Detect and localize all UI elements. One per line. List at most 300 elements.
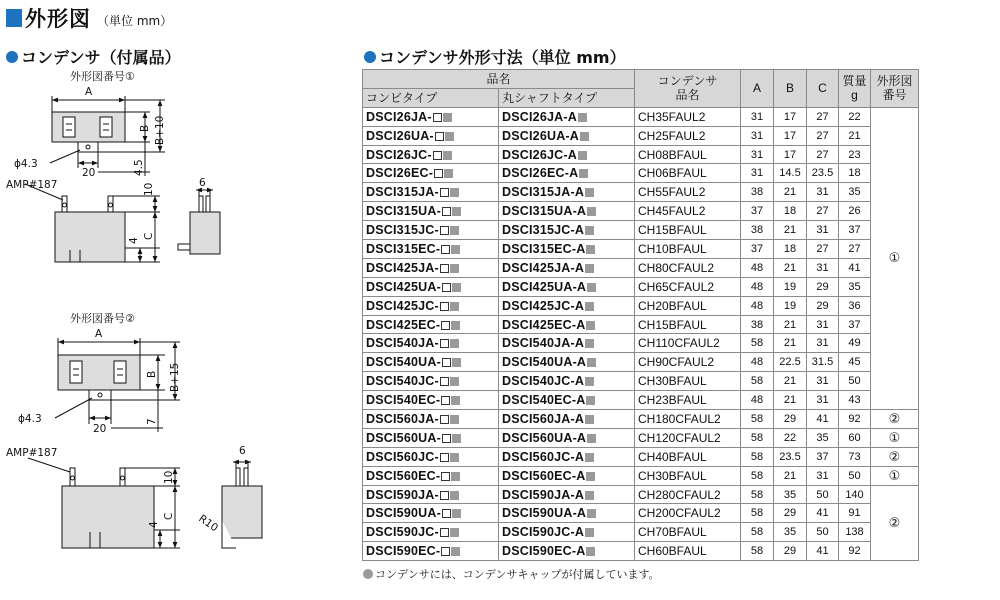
mass-cell: 26 [839, 202, 871, 221]
combo-type-cell [363, 277, 499, 296]
capacitor-section-heading-text: コンデンサ（付属品） [21, 48, 181, 67]
header-fig-line1: 外形図 [876, 74, 913, 89]
blank-square-icon [441, 321, 450, 330]
dim-b-cell: 35 [774, 523, 807, 542]
dim-c-cell: 50 [807, 523, 839, 542]
blank-square-icon [440, 302, 449, 311]
fig1-dim-45: 4.5 [133, 159, 145, 176]
table-row [363, 447, 919, 466]
mass-cell: 37 [839, 221, 871, 240]
blank-square-icon [441, 245, 450, 254]
dim-c-cell: 35 [807, 428, 839, 447]
dim-c-cell: 41 [807, 410, 839, 429]
combo-type-text: DSCI590EC- [366, 544, 441, 559]
dim-c-cell: 31 [807, 391, 839, 410]
capacitor-name-cell: CH30BFAUL [635, 372, 741, 391]
dim-c-cell: 31 [807, 372, 839, 391]
shaft-type-text: DSCI560UA-A [502, 430, 587, 445]
mass-cell: 50 [839, 466, 871, 485]
header-mass-line1: 質量 [842, 74, 867, 89]
dim-a-cell: 58 [741, 334, 774, 353]
shaft-type-text: DSCI425JC-A [502, 298, 585, 313]
fig2-dim-a: A [95, 328, 103, 340]
fig1-dim-b: B [139, 124, 151, 132]
shaft-type-cell [499, 542, 635, 561]
shaft-type-cell [499, 353, 635, 372]
header-fig [871, 70, 919, 108]
combo-type-text: DSCI560JA- [366, 411, 439, 426]
shaft-type-cell [499, 107, 635, 126]
dim-b-cell: 29 [774, 504, 807, 523]
shaft-type-text: DSCI540UA-A [502, 355, 587, 370]
dim-b-cell: 18 [774, 202, 807, 221]
shaft-type-cell [499, 504, 635, 523]
mass-cell: 60 [839, 428, 871, 447]
fig2-front-body [62, 486, 154, 548]
mass-cell: 43 [839, 391, 871, 410]
fig1-dim-b10: B+10 [154, 115, 166, 145]
gray-square-icon [450, 302, 459, 311]
fig-number-cell: ② [871, 447, 919, 466]
dim-a-cell: 31 [741, 164, 774, 183]
mass-cell: 18 [839, 164, 871, 183]
fig1-dim-c: C [143, 232, 155, 240]
dim-c-cell: 37 [807, 447, 839, 466]
gray-square-icon [451, 396, 460, 405]
table-row [363, 315, 919, 334]
shaft-type-text: DSCI560EC-A [502, 468, 586, 483]
fig2-dim-phi: ϕ4.3 [18, 413, 42, 425]
table-row [363, 240, 919, 259]
shaft-type-cell [499, 523, 635, 542]
gray-square-icon [452, 434, 461, 443]
gray-square-icon [585, 491, 594, 500]
combo-type-text: DSCI540JC- [366, 374, 439, 389]
dim-b-cell: 21 [774, 183, 807, 202]
gray-square-icon [450, 377, 459, 386]
gray-square-icon [587, 509, 596, 518]
blank-square-icon [440, 226, 449, 235]
combo-type-cell [363, 391, 499, 410]
dim-a-cell: 48 [741, 258, 774, 277]
shaft-type-cell [499, 315, 635, 334]
shaft-type-cell [499, 296, 635, 315]
mass-cell: 50 [839, 372, 871, 391]
blank-square-icon [442, 283, 451, 292]
table-row [363, 183, 919, 202]
header-product: 品名 [363, 70, 635, 89]
combo-type-text: DSCI26JA- [366, 109, 432, 124]
capacitor-name-cell: CH06BFAUL [635, 164, 741, 183]
combo-type-cell [363, 353, 499, 372]
gray-square-icon [451, 321, 460, 330]
shaft-type-text: DSCI590JC-A [502, 525, 585, 540]
gray-square-icon [450, 226, 459, 235]
table-row [363, 504, 919, 523]
dim-c-cell: 27 [807, 240, 839, 259]
fig1-dim-phi: ϕ4.3 [14, 158, 38, 170]
table-row [363, 485, 919, 504]
combo-type-text: DSCI425EC- [366, 317, 441, 332]
fig-number-cell: ① [871, 466, 919, 485]
dim-b-cell: 17 [774, 145, 807, 164]
gray-square-icon [585, 302, 594, 311]
combo-type-cell [363, 164, 499, 183]
dim-b-cell: 19 [774, 296, 807, 315]
fig2-dim-b: B [146, 370, 158, 378]
combo-type-cell [363, 410, 499, 429]
combo-type-cell [363, 315, 499, 334]
table-row [363, 372, 919, 391]
fig1-dim-4: 4 [128, 237, 140, 244]
dim-a-cell: 58 [741, 372, 774, 391]
shaft-type-text: DSCI315UA-A [502, 204, 587, 219]
header-fig-line2: 番号 [882, 88, 907, 103]
dim-b-cell: 22.5 [774, 353, 807, 372]
combo-type-text: DSCI540UA- [366, 355, 441, 370]
dim-c-cell: 27 [807, 107, 839, 126]
dim-a-cell: 58 [741, 504, 774, 523]
blank-square-icon [441, 396, 450, 405]
dim-a-cell: 58 [741, 466, 774, 485]
blank-square-icon [434, 169, 443, 178]
bullet-icon [364, 51, 376, 63]
combo-type-cell [363, 221, 499, 240]
capacitor-name-cell: CH40BFAUL [635, 447, 741, 466]
dim-a-cell: 37 [741, 202, 774, 221]
gray-square-icon [587, 283, 596, 292]
capacitor-drawings [0, 0, 360, 600]
dim-b-cell: 21 [774, 258, 807, 277]
table-row [363, 126, 919, 145]
blank-square-icon [441, 547, 450, 556]
combo-type-cell [363, 466, 499, 485]
table-row [363, 428, 919, 447]
combo-type-cell [363, 107, 499, 126]
gray-square-icon [452, 207, 461, 216]
shaft-type-cell [499, 202, 635, 221]
combo-type-cell [363, 542, 499, 561]
fig1-dim-6: 6 [199, 177, 206, 189]
combo-type-text: DSCI315UA- [366, 204, 441, 219]
gray-square-icon [586, 321, 595, 330]
shaft-type-text: DSCI540EC-A [502, 393, 586, 408]
combo-type-text: DSCI425UA- [366, 279, 441, 294]
mass-cell: 35 [839, 277, 871, 296]
capacitor-name-cell: CH10BFAUL [635, 240, 741, 259]
dim-b-cell: 21 [774, 391, 807, 410]
gray-square-icon [585, 377, 594, 386]
combo-type-text: DSCI315JA- [366, 185, 439, 200]
shaft-type-text: DSCI26JC-A [502, 147, 577, 162]
dim-b-cell: 21 [774, 221, 807, 240]
dim-c-cell: 29 [807, 277, 839, 296]
combo-type-text: DSCI315EC- [366, 241, 441, 256]
gray-square-icon [579, 169, 588, 178]
shaft-type-text: DSCI425JA-A [502, 260, 585, 275]
gray-square-icon [452, 509, 461, 518]
dim-a-cell: 48 [741, 277, 774, 296]
dim-c-cell: 31.5 [807, 353, 839, 372]
dim-b-cell: 19 [774, 277, 807, 296]
header-mass [839, 70, 871, 108]
fig2-dim-c: C [163, 512, 175, 520]
dim-a-cell: 38 [741, 183, 774, 202]
fig1-dim-amp: AMP#187 [6, 179, 58, 191]
combo-type-text: DSCI26JC- [366, 147, 432, 162]
mass-cell: 49 [839, 334, 871, 353]
gray-square-icon [451, 472, 460, 481]
blank-square-icon [440, 339, 449, 348]
table-row [363, 523, 919, 542]
capacitor-name-cell: CH70BFAUL [635, 523, 741, 542]
header-mass-line2: g [851, 88, 858, 103]
fig-number-cell: ② [871, 410, 919, 429]
blank-square-icon [440, 377, 449, 386]
gray-square-icon [444, 169, 453, 178]
shaft-type-text: DSCI26JA-A [502, 109, 577, 124]
capacitor-name-cell: CH20BFAUL [635, 296, 741, 315]
combo-type-cell [363, 296, 499, 315]
combo-type-cell [363, 485, 499, 504]
dim-c-cell: 23.5 [807, 164, 839, 183]
header-b: B [774, 70, 807, 108]
title-unit: （単位 mm） [97, 13, 173, 28]
table-section-heading-text: コンデンサ外形寸法（単位 mm） [379, 48, 626, 67]
table-row [363, 466, 919, 485]
gray-square-icon [450, 528, 459, 537]
dim-b-cell: 21 [774, 334, 807, 353]
gray-square-icon [450, 339, 459, 348]
combo-type-cell [363, 145, 499, 164]
dim-a-cell: 58 [741, 428, 774, 447]
blank-square-icon [440, 188, 449, 197]
fig2-dim-6: 6 [239, 445, 246, 457]
shaft-type-text: DSCI540JA-A [502, 336, 585, 351]
fig2-dim-4: 4 [148, 521, 160, 528]
mass-cell: 138 [839, 523, 871, 542]
fig-number-group1: ① [871, 107, 919, 409]
table-row [363, 334, 919, 353]
combo-type-cell [363, 523, 499, 542]
combo-type-text: DSCI560JC- [366, 449, 439, 464]
capacitor-name-cell: CH35FAUL2 [635, 107, 741, 126]
mass-cell: 45 [839, 353, 871, 372]
table-section-heading [364, 45, 626, 68]
blank-square-icon [433, 113, 442, 122]
blank-square-icon [442, 207, 451, 216]
combo-type-cell [363, 202, 499, 221]
dim-c-cell: 27 [807, 126, 839, 145]
combo-type-cell [363, 126, 499, 145]
capacitor-name-cell: CH110CFAUL2 [635, 334, 741, 353]
blank-square-icon [433, 151, 442, 160]
capacitor-name-cell: CH200CFAUL2 [635, 504, 741, 523]
mass-cell: 73 [839, 447, 871, 466]
shaft-type-text: DSCI540JC-A [502, 374, 585, 389]
dim-c-cell: 31 [807, 466, 839, 485]
dim-c-cell: 27 [807, 145, 839, 164]
dim-c-cell: 31 [807, 315, 839, 334]
combo-type-text: DSCI540JA- [366, 336, 439, 351]
shaft-type-text: DSCI560JC-A [502, 449, 585, 464]
table-row [363, 221, 919, 240]
fig1-label: 外形図番号① [70, 70, 135, 83]
header-a: A [741, 70, 774, 108]
dim-a-cell: 38 [741, 315, 774, 334]
combo-type-text: DSCI540EC- [366, 393, 441, 408]
gray-square-icon [450, 491, 459, 500]
mass-cell: 35 [839, 183, 871, 202]
shaft-type-cell [499, 183, 635, 202]
shaft-type-text: DSCI315JC-A [502, 223, 585, 238]
shaft-type-cell [499, 126, 635, 145]
dim-a-cell: 48 [741, 353, 774, 372]
dim-a-cell: 58 [741, 485, 774, 504]
gray-square-icon [585, 226, 594, 235]
gray-square-icon [450, 188, 459, 197]
fig1-side-body [190, 212, 220, 254]
shaft-type-cell [499, 428, 635, 447]
combo-type-cell [363, 183, 499, 202]
capacitor-name-cell: CH45FAUL2 [635, 202, 741, 221]
fig2-label: 外形図番号② [70, 312, 135, 325]
fig2-dim-r10: R10 [196, 512, 221, 535]
shaft-type-cell [499, 258, 635, 277]
shaft-type-cell [499, 334, 635, 353]
gray-square-icon [585, 264, 594, 273]
dim-a-cell: 58 [741, 542, 774, 561]
shaft-type-cell [499, 164, 635, 183]
gray-square-icon [585, 188, 594, 197]
gray-square-icon [451, 245, 460, 254]
dim-c-cell: 31 [807, 334, 839, 353]
blank-square-icon [440, 264, 449, 273]
gray-square-icon [586, 547, 595, 556]
table-row [363, 353, 919, 372]
gray-square-icon [452, 283, 461, 292]
combo-type-text: DSCI590UA- [366, 506, 441, 521]
table-row [363, 145, 919, 164]
gray-square-icon [585, 528, 594, 537]
shaft-type-text: DSCI590UA-A [502, 506, 587, 521]
dim-a-cell: 58 [741, 410, 774, 429]
capacitor-name-cell: CH23BFAUL [635, 391, 741, 410]
shaft-type-cell [499, 410, 635, 429]
table-row [363, 391, 919, 410]
title-main: 外形図 [25, 7, 91, 31]
table-row [363, 410, 919, 429]
combo-type-text: DSCI425JA- [366, 260, 439, 275]
dim-c-cell: 41 [807, 542, 839, 561]
dim-b-cell: 35 [774, 485, 807, 504]
shaft-type-text: DSCI590JA-A [502, 487, 585, 502]
dim-c-cell: 27 [807, 202, 839, 221]
capacitor-name-cell: CH280CFAUL2 [635, 485, 741, 504]
shaft-type-cell [499, 240, 635, 259]
footnote [363, 566, 660, 582]
combo-type-cell [363, 447, 499, 466]
capacitor-name-cell: CH80CFAUL2 [635, 258, 741, 277]
dim-a-cell: 48 [741, 296, 774, 315]
fig1-dim-10: 10 [143, 182, 155, 196]
combo-type-text: DSCI560EC- [366, 468, 441, 483]
dim-a-cell: 37 [741, 240, 774, 259]
gray-square-icon [586, 472, 595, 481]
mass-cell: 22 [839, 107, 871, 126]
shaft-type-text: DSCI560JA-A [502, 411, 585, 426]
mass-cell: 21 [839, 126, 871, 145]
gray-square-icon [585, 339, 594, 348]
shaft-type-text: DSCI425EC-A [502, 317, 586, 332]
gray-square-icon [587, 207, 596, 216]
blank-square-icon [441, 472, 450, 481]
combo-type-cell [363, 334, 499, 353]
dim-a-cell: 31 [741, 145, 774, 164]
dim-b-cell: 22 [774, 428, 807, 447]
fig1-dim-a: A [85, 86, 93, 98]
gray-square-icon [451, 547, 460, 556]
capacitor-name-cell: CH15BFAUL [635, 221, 741, 240]
combo-type-text: DSCI26UA- [366, 128, 434, 143]
gray-square-icon [452, 358, 461, 367]
mass-cell: 36 [839, 296, 871, 315]
shaft-type-cell [499, 145, 635, 164]
dim-a-cell: 31 [741, 126, 774, 145]
dim-b-cell: 23.5 [774, 447, 807, 466]
dim-a-cell: 38 [741, 221, 774, 240]
shaft-type-cell [499, 221, 635, 240]
capacitor-name-cell: CH90CFAUL2 [635, 353, 741, 372]
capacitor-name-cell: CH25FAUL2 [635, 126, 741, 145]
mass-cell: 23 [839, 145, 871, 164]
dim-b-cell: 17 [774, 126, 807, 145]
mass-cell: 140 [839, 485, 871, 504]
combo-type-cell [363, 240, 499, 259]
shaft-type-text: DSCI26UA-A [502, 128, 580, 143]
gray-square-icon [578, 151, 587, 160]
shaft-type-text: DSCI315JA-A [502, 185, 585, 200]
gray-square-icon [580, 132, 589, 141]
shaft-type-cell [499, 391, 635, 410]
gray-square-icon [586, 245, 595, 254]
gray-square-icon [450, 415, 459, 424]
footnote-bullet-icon [363, 569, 373, 579]
dim-a-cell: 31 [741, 107, 774, 126]
fig2-dim-amp: AMP#187 [6, 447, 58, 459]
blank-square-icon [440, 415, 449, 424]
combo-type-cell [363, 372, 499, 391]
footnote-text: コンデンサには、コンデンサキャップが付属しています。 [375, 568, 660, 581]
header-shaft: 丸シャフトタイプ [499, 88, 635, 107]
gray-square-icon [578, 113, 587, 122]
blank-square-icon [442, 509, 451, 518]
blank-square-icon [442, 358, 451, 367]
combo-type-text: DSCI560UA- [366, 430, 441, 445]
gray-square-icon [443, 113, 452, 122]
shaft-type-text: DSCI425UA-A [502, 279, 587, 294]
gray-square-icon [445, 132, 454, 141]
mass-cell: 27 [839, 240, 871, 259]
gray-square-icon [587, 434, 596, 443]
capacitor-name-cell: CH30BFAUL [635, 466, 741, 485]
gray-square-icon [443, 151, 452, 160]
header-c: C [807, 70, 839, 108]
dim-c-cell: 50 [807, 485, 839, 504]
shaft-type-text: DSCI26EC-A [502, 166, 579, 181]
dim-b-cell: 14.5 [774, 164, 807, 183]
combo-type-text: DSCI315JC- [366, 223, 439, 238]
